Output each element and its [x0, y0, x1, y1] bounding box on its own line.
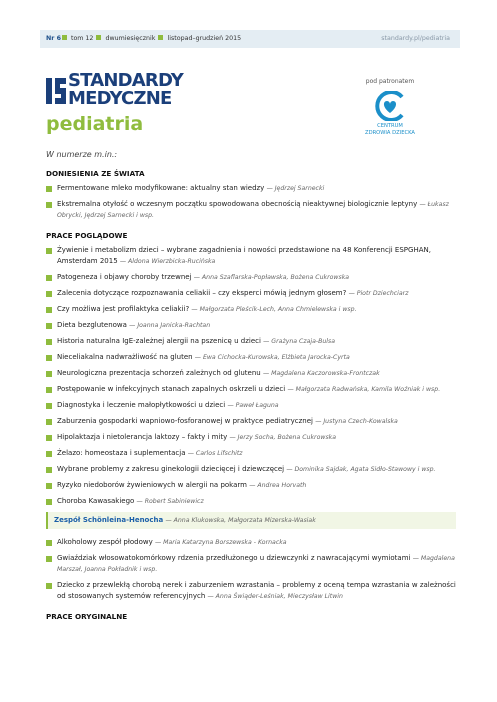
article-authors: — Anna Szaflarska-Popławska, Bożena Cukrowska — [193, 274, 350, 281]
section-spacer — [46, 626, 456, 630]
article-title: Wybrane problemy z zakresu ginekologii dziecięcej i dziewczęcej — [57, 465, 285, 473]
bullet-square-icon — [46, 275, 52, 281]
article-item[interactable] — [46, 272, 456, 283]
article-title: Dieta bezglutenowa — [57, 321, 127, 329]
article-title: Czy możliwa jest profilaktyka celiakii? — [57, 305, 190, 313]
bullet-square-icon — [46, 403, 52, 409]
article-authors: — Maria Katarzyna Borszewska - Kornacka — [154, 539, 287, 546]
article-title: Postępowanie w infekcyjnych stanach zapalnych oskrzeli u dzieci — [57, 385, 286, 393]
highlighted-article[interactable] — [46, 512, 456, 529]
article-title: Zaburzenia gospodarki wapniowo-fosforanowej w praktyce pediatrycznej — [57, 417, 313, 425]
article-authors: — Piotr Dziechciarz — [348, 290, 409, 297]
article-item[interactable] — [46, 336, 456, 347]
table-of-contents — [46, 168, 456, 630]
article-title: Gwiaździak włosowatokomórkowy rdzenia przedłużonego u dziewczynki z nawracającymi wymiotami — [57, 554, 411, 562]
article-item[interactable] — [46, 553, 456, 575]
article-authors: — Carlos Lifschitz — [187, 450, 243, 457]
section-heading: DONIESIENIA ZE ŚWIATA — [46, 169, 145, 178]
bullet-square-icon — [46, 387, 52, 393]
bullet-square-icon — [46, 556, 52, 562]
bullet-square-icon — [46, 540, 52, 546]
square-icon — [158, 35, 163, 40]
article-item[interactable] — [46, 384, 456, 395]
standardy-logo-icon — [46, 76, 66, 106]
article-item[interactable] — [46, 416, 456, 427]
section-heading: PRACE POGLĄDOWE — [46, 231, 128, 240]
article-authors: — Justyna Czech-Kowalska — [315, 418, 398, 425]
article-title: Żelazo: homeostaza i suplementacja — [57, 449, 186, 457]
article-title: Ekstremalna otyłość o wczesnym początku spowodowana obecnością nieaktywnej biologicznie leptyny — [57, 200, 418, 208]
article-item[interactable] — [46, 368, 456, 379]
article-title: Żywienie i metabolizm dzieci – wybrane zagadnienia i nowości przedstawione na 48 Konferencji ESPGHAN, Amsterdam 2015 — [57, 246, 431, 265]
bullet-square-icon — [46, 467, 52, 473]
bullet-square-icon — [46, 355, 52, 361]
article-authors: — Małgorzata Radwańska, Kamila Woźniak i wsp. — [287, 386, 441, 393]
article-title: Diagnostyka i leczenie małopłytkowości u dzieci — [57, 401, 226, 409]
article-authors: — Małgorzata Pleścik-Lech, Anna Chmielewska i wsp. — [191, 306, 357, 313]
masthead-line2: MEDYCZNE — [68, 88, 172, 109]
patronage-label: pod patronatem — [365, 78, 415, 85]
bullet-square-icon — [46, 499, 52, 505]
article-authors: — Andrea Horvath — [249, 482, 307, 489]
article-title: Ryzyko niedoborów żywieniowych w alergii na pokarm — [57, 481, 247, 489]
article-title: Zespół Schönleina-Henocha — [54, 516, 164, 524]
article-item[interactable] — [46, 352, 456, 363]
article-item[interactable] — [46, 480, 456, 491]
bullet-square-icon — [46, 419, 52, 425]
article-authors: — Robert Sabiniewicz — [136, 498, 204, 505]
article-authors: — Magdalena Marszał, Joanna Pokładnik i wsp. — [57, 555, 455, 573]
article-authors: — Grażyna Czaja-Bulsa — [263, 338, 336, 345]
article-authors: — Łukasz Obrycki, Jędrzej Sarnecki i wsp. — [57, 201, 449, 219]
article-authors: — Anna Świąder-Leśniak, Mieczysław Litwin — [207, 593, 343, 600]
bullet-square-icon — [46, 323, 52, 329]
article-item[interactable] — [46, 464, 456, 475]
period: listopad–grudzień 2015 — [167, 35, 242, 42]
bullet-square-icon — [46, 483, 52, 489]
square-icon — [96, 35, 101, 40]
article-title: Dziecko z przewlekłą chorobą nerek i zaburzeniem wzrastania – problemy z oceną tempa wzrastania w zależności od stosowanych systemów referencyjnych — [57, 581, 456, 600]
article-title: Hipolaktazja i nietolerancja laktozy – fakty i mity — [57, 433, 228, 441]
bullet-square-icon — [46, 339, 52, 345]
bullet-square-icon — [46, 202, 52, 208]
article-item[interactable] — [46, 400, 456, 411]
section-heading: PRACE ORYGINALNE — [46, 612, 128, 621]
volume: tom 12 — [70, 35, 94, 42]
article-item[interactable] — [46, 496, 456, 507]
patron-name — [340, 123, 440, 136]
article-item[interactable] — [46, 580, 456, 602]
article-item[interactable] — [46, 320, 456, 331]
article-item[interactable] — [46, 199, 456, 221]
bullet-square-icon — [46, 371, 52, 377]
article-item[interactable] — [46, 537, 456, 548]
article-item[interactable] — [46, 304, 456, 315]
article-authors: — Joanna Janicka-Rachtan — [129, 322, 211, 329]
article-item[interactable] — [46, 432, 456, 443]
article-authors: — Anna Klukowska, Małgorzata Mizerska-Wasiak — [165, 517, 316, 524]
article-authors: — Dominika Sajdak, Agata Sidło-Stawowy i wsp. — [286, 466, 436, 473]
bullet-square-icon — [46, 186, 52, 192]
article-title: Alkoholowy zespół płodowy — [57, 538, 153, 546]
journal-subtitle: pediatria — [46, 113, 144, 135]
patron-line2: ZDROWIA DZIECKA — [365, 129, 415, 136]
article-title: Choroba Kawasakiego — [57, 497, 135, 505]
masthead-line1: STANDARDY — [68, 70, 184, 91]
issue-info — [46, 35, 241, 42]
patronage-block — [340, 78, 440, 136]
article-authors: — Jędrzej Sarnecki — [266, 185, 325, 192]
article-item[interactable] — [46, 245, 456, 267]
frequency: dwumiesięcznik — [105, 35, 156, 42]
article-title: Zalecenia dotyczące rozpoznawania celiakii – czy eksperci mówią jednym głosem? — [57, 289, 347, 297]
article-authors: — Paweł Łaguna — [227, 402, 279, 409]
article-title: Nieceliakalna nadwrażliwość na gluten — [57, 353, 193, 361]
article-authors: — Aldona Wierzbicka-Rucińska — [119, 258, 216, 265]
article-item[interactable] — [46, 448, 456, 459]
article-authors: — Jerzy Socha, Bożena Cukrowska — [229, 434, 337, 441]
patron-line1: CENTRUM — [377, 123, 403, 129]
site-url[interactable]: standardy.pl/pediatria — [381, 35, 450, 42]
toc-heading: W numerze m.in.: — [46, 150, 118, 159]
article-authors: — Ewa Cichocka-Kurowska, Elżbieta Jarocka-Cyrta — [194, 354, 350, 361]
article-title: Historia naturalna IgE-zależnej alergii na pszenicę u dzieci — [57, 337, 261, 345]
masthead-logo — [68, 72, 183, 108]
header-bar — [40, 30, 460, 48]
article-title: Fermentowane mleko modyfikowane: aktualny stan wiedzy — [57, 184, 265, 192]
bullet-square-icon — [46, 451, 52, 457]
bullet-square-icon — [46, 291, 52, 297]
bullet-square-icon — [46, 307, 52, 313]
article-title: Neurologiczna prezentacja schorzeń zależnych od glutenu — [57, 369, 261, 377]
article-item[interactable] — [46, 183, 456, 194]
bullet-square-icon — [46, 435, 52, 441]
article-item[interactable] — [46, 288, 456, 299]
bullet-square-icon — [46, 583, 52, 589]
article-title: Patogeneza i objawy choroby trzewnej — [57, 273, 192, 281]
issue-number: Nr 6 — [46, 35, 61, 42]
square-icon — [62, 35, 67, 40]
article-authors: — Magdalena Kaczorowska-Frontczak — [262, 370, 380, 377]
bullet-square-icon — [46, 248, 52, 254]
centrum-zdrowia-dziecka-logo-icon — [372, 91, 408, 121]
